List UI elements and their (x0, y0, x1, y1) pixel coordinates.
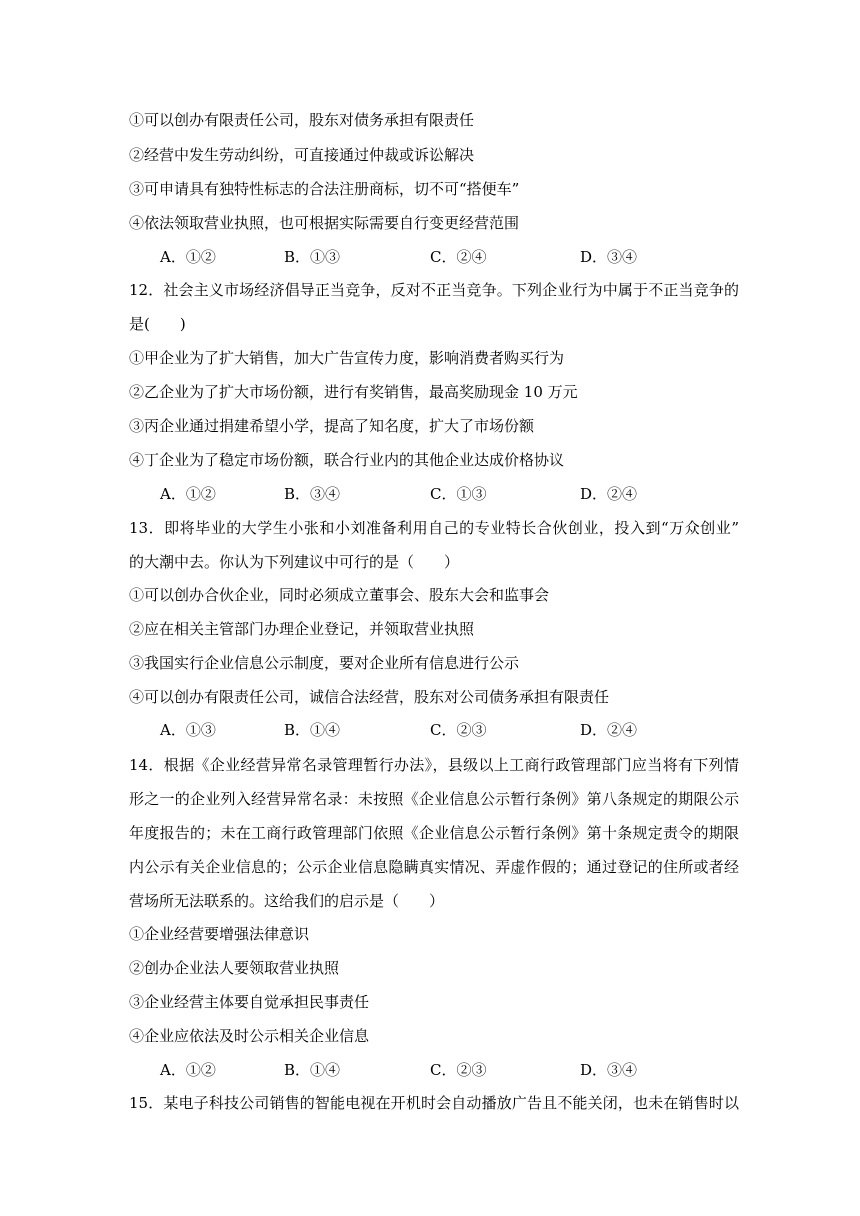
q13-item-2: ②应在相关主管部门办理企业登记，并领取营业执照 (129, 620, 475, 638)
q13-option-c: C．②③ (430, 721, 487, 739)
q11-item-1: ①可以创办有限责任公司，股东对债务承担有限责任 (129, 111, 475, 129)
q12-option-b: B．③④ (284, 485, 341, 503)
q14-item-2: ②创办企业法人要领取营业执照 (129, 959, 340, 977)
q14-stem-line-5: 营场所无法联系的。这给我们的启示是（ ） (129, 892, 445, 910)
q14-option-d: D．③④ (580, 1061, 638, 1079)
q12-item-1: ①甲企业为了扩大销售，加大广告宣传力度，影响消费者购买行为 (129, 349, 565, 367)
q12-option-c: C．①③ (430, 485, 487, 503)
q13-option-b: B．①④ (284, 721, 341, 739)
q14-option-b: B．①④ (284, 1061, 341, 1079)
q13-item-1: ①可以创办合伙企业，同时必须成立董事会、股东大会和监事会 (129, 586, 550, 604)
q12-item-3: ③丙企业通过捐建希望小学，提高了知名度，扩大了市场份额 (129, 417, 535, 435)
q14-stem-line-4: 内公示有关企业信息的；公示企业信息隐瞒真实情况、弄虚作假的；通过登记的住所或者经 (129, 858, 739, 876)
q11-item-2: ②经营中发生劳动纠纷，可直接通过仲裁或诉讼解决 (129, 146, 475, 164)
q13-item-4: ④可以创办有限责任公司，诚信合法经营，股东对公司债务承担有限责任 (129, 688, 610, 706)
q14-item-1: ①企业经营要增强法律意识 (129, 925, 310, 943)
q11-option-c: C．②④ (430, 248, 487, 266)
q11-option-d: D．③④ (580, 248, 638, 266)
q14-stem-line-3: 年度报告的；未在工商行政管理部门依照《企业信息公示暂行条例》第十条规定责令的期限 (129, 824, 739, 842)
q13-options (160, 720, 740, 740)
q11-option-a: A．①② (160, 248, 216, 266)
q14-options (160, 1060, 740, 1080)
q12-stem-line-2: 是( ) (129, 315, 186, 333)
q14-stem-line-2: 形之一的企业列入经营异常名录：未按照《企业信息公示暂行条例》第八条规定的期限公示 (129, 790, 739, 808)
q11-options (160, 247, 740, 267)
q12-option-a: A．①② (160, 485, 216, 503)
q14-item-4: ④企业应依法及时公示相关企业信息 (129, 1027, 370, 1045)
q14-option-c: C．②③ (430, 1061, 487, 1079)
q12-stem-line-1: 12．社会主义市场经济倡导正当竞争，反对不正当竞争。下列企业行为中属于不正当竞争的 (129, 281, 739, 299)
q14-stem-line-1: 14．根据《企业经营异常名录管理暂行办法》，县级以上工商行政管理部门应当将有下列情 (129, 756, 739, 774)
q13-item-3: ③我国实行企业信息公示制度，要对企业所有信息进行公示 (129, 654, 520, 672)
q12-item-4: ④丁企业为了稳定市场份额，联合行业内的其他企业达成价格协议 (129, 451, 565, 469)
q12-options (160, 484, 740, 504)
q14-option-a: A．①② (160, 1061, 216, 1079)
q12-item-2: ②乙企业为了扩大市场份额，进行有奖销售，最高奖励现金 10 万元 (129, 383, 578, 401)
q14-item-3: ③企业经营主体要自觉承担民事责任 (129, 993, 370, 1011)
q12-option-d: D．②④ (580, 485, 638, 503)
q15-stem-line-1: 15．某电子科技公司销售的智能电视在开机时会自动播放广告且不能关闭，也未在销售时以 (129, 1094, 739, 1112)
q13-stem-line-1: 13．即将毕业的大学生小张和小刘准备利用自己的专业特长合伙创业，投入到“万众创业” (129, 519, 739, 537)
q13-option-a: A．①③ (160, 721, 216, 739)
q11-option-b: B．①③ (284, 248, 341, 266)
q11-item-4: ④依法领取营业执照，也可根据实际需要自行变更经营范围 (129, 214, 520, 232)
q13-option-d: D．②④ (580, 721, 638, 739)
q11-item-3: ③可申请具有独特性标志的合法注册商标，切不可“搭便车” (129, 180, 520, 198)
q13-stem-line-2: 的大潮中去。你认为下列建议中可行的是（ ） (129, 553, 460, 571)
